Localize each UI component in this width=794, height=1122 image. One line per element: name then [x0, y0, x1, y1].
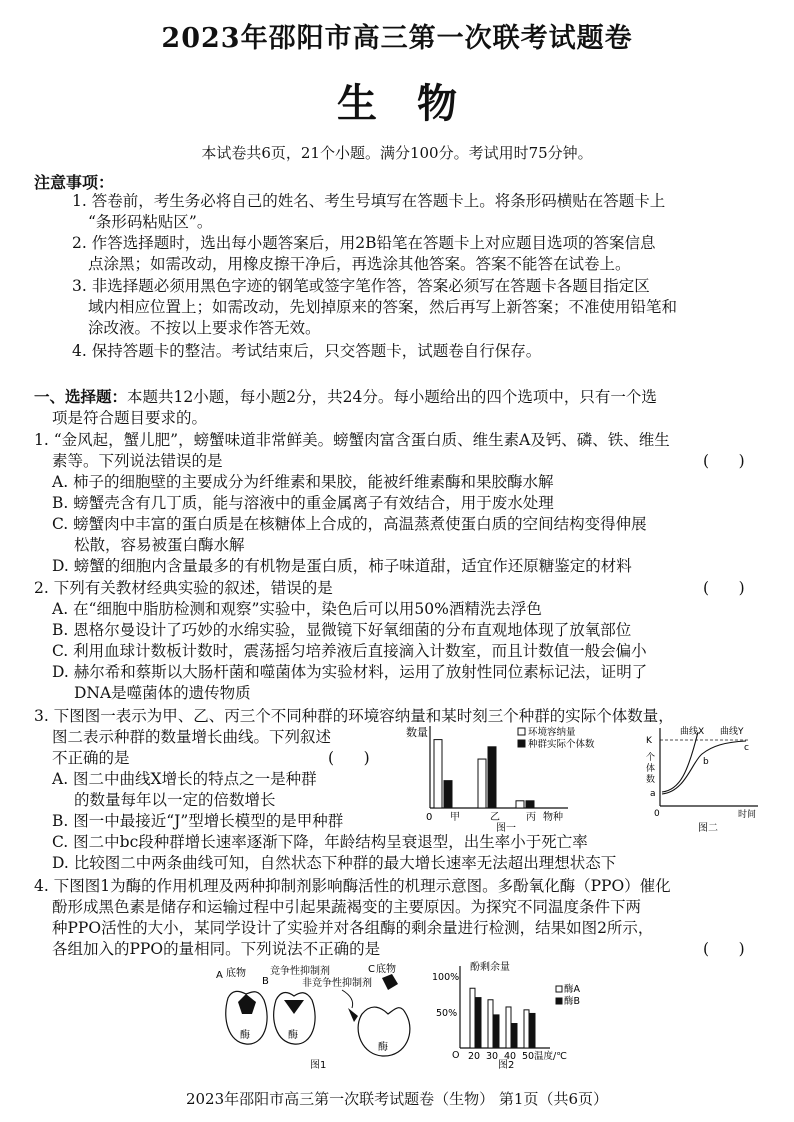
- notice-line: 3. 非选择题必须用黑色字迹的钢笔或签字笔作答，答案必须写在答题卡各题目指定区: [72, 277, 650, 295]
- q4-figure-2: [430, 960, 610, 1072]
- section-heading: 一、选择题：: [34, 388, 128, 406]
- q2-option-d: DNA是噬菌体的遗传物质: [74, 684, 251, 702]
- point-a-label: a: [650, 789, 656, 799]
- origin-label: O: [452, 1050, 460, 1061]
- bar-enzyme-b: [512, 1024, 517, 1048]
- section-desc: 本题共12小题，每小题2分，共24分。每小题给出的四个选项中，只有一个选: [127, 388, 657, 406]
- q1-stem: 1. “金风起，蟹儿肥”，螃蟹味道非常鲜美。螃蟹肉富含蛋白质、维生素A及钙、磷、铁、维生: [34, 431, 670, 449]
- y-axis-label: 体: [646, 764, 656, 774]
- x-tick-label: 30: [486, 1051, 499, 1062]
- arrow: [342, 990, 353, 1008]
- bar-actual: [526, 801, 534, 808]
- answer-paren: ( ): [703, 452, 745, 470]
- bar-enzyme-b: [494, 1015, 499, 1048]
- x-tick-label: 20: [468, 1051, 481, 1062]
- q1-option-b: B. 螃蟹壳含有几丁质，能与溶液中的重金属离子有效结合，用于废水处理: [52, 494, 554, 512]
- noncompetitive-inhibitor-label: 非竞争性抑制剂: [302, 978, 372, 989]
- q3-option-a: A. 图二中曲线X增长的特点之一是种群: [52, 770, 317, 788]
- q2-option-d: D. 赫尔希和蔡斯以大肠杆菌和噬菌体为实验材料，运用了放射性同位素标记法，证明了: [52, 663, 648, 681]
- enzyme-label: 酶: [240, 1030, 250, 1041]
- answer-paren: ( ): [328, 749, 370, 767]
- panel-b-label: B: [262, 976, 269, 987]
- y-axis-label: 数: [646, 775, 656, 785]
- bar-capacity: [434, 740, 442, 808]
- bar-capacity: [478, 759, 486, 808]
- legend-swatch-enzyme-a: [556, 986, 562, 992]
- x-axis-label: 物种: [543, 812, 563, 823]
- bar-group: [434, 740, 534, 808]
- y-axis-label: 酚剩余量: [470, 962, 510, 973]
- tick-label-bing: 丙: [526, 812, 536, 823]
- legend-label-enzyme-b: 酶B: [564, 996, 581, 1007]
- y-tick-50: 50%: [436, 1008, 458, 1019]
- notice-line: “条形码粘贴区”。: [88, 213, 213, 231]
- section-desc-2: 项是符合题目要求的。: [52, 409, 208, 427]
- q4-stem: 种PPO活性的大小，某同学设计了实验并对各组酶的剩余量进行检测，结果如图2所示，: [52, 919, 654, 937]
- tick-label-jia: 甲: [450, 812, 460, 823]
- figure-caption: 图二: [698, 823, 718, 834]
- legend-label-actual: 种群实际个体数: [528, 739, 595, 750]
- legend-swatch-capacity: [518, 728, 525, 735]
- bar-enzyme-a: [470, 988, 475, 1048]
- q2-option-c: C. 利用血球计数板计数时，震荡摇匀培养液后直接滴入计数室，而且计数值一般会偏小: [52, 642, 647, 660]
- y-axis-label: 个: [646, 753, 656, 763]
- q3-option-a: 的数量每年以一定的倍数增长: [74, 791, 276, 809]
- x-axis-label: 时间: [738, 810, 757, 820]
- curve-y-label: 曲线Y: [720, 727, 744, 737]
- q3-stem: 3. 下图图一表示为甲、乙、丙三个不同种群的环境容纳量和某时刻三个种群的实际个体数量，: [34, 707, 674, 725]
- figure-caption: 图1: [310, 1060, 327, 1071]
- q1-option-a: A. 柿子的细胞壁的主要成分为纤维素和果胶，能被纤维素酶和果胶酶水解: [52, 473, 554, 491]
- notice-line: 4. 保持答题卡的整洁。考试结束后，只交答题卡，试题卷自行保存。: [72, 342, 542, 360]
- bar-group: [470, 988, 535, 1048]
- y-tick-100: 100%: [432, 972, 460, 983]
- q3-figure-1: [400, 722, 615, 834]
- bar-enzyme-a: [506, 1007, 511, 1048]
- notice-line: 涂改液。不按以上要求作答无效。: [88, 319, 321, 337]
- q1-option-c: 松散，容易被蛋白酶水解: [74, 536, 245, 554]
- x-tick-label: 50: [522, 1051, 535, 1062]
- bar-capacity: [516, 801, 524, 808]
- point-b-label: b: [703, 757, 709, 767]
- substrate-shape: [382, 974, 398, 990]
- substrate-label: 底物: [376, 964, 396, 975]
- bar-enzyme-b: [530, 1013, 535, 1048]
- q4-stem: 4. 下图图1为酶的作用机理及两种抑制剂影响酶活性的机理示意图。多酚氧化酶（PPO）催化: [34, 877, 671, 895]
- notice-title: 注意事项：: [34, 173, 115, 192]
- q3-option-c: C. 图二中bc段种群增长速率逐渐下降，年龄结构呈衰退型，出生率小于死亡率: [52, 833, 588, 851]
- q3-figure-2: [640, 722, 765, 834]
- q2-option-a: A. 在“细胞中脂肪检测和观察”实验中，染色后可以用50%酒精洗去浮色: [52, 600, 542, 618]
- noncompetitive-inhibitor-shape: [348, 1008, 358, 1022]
- origin-label: 0: [654, 809, 660, 819]
- x-tick-label: 40: [504, 1051, 517, 1062]
- panel-c-label: C: [368, 964, 375, 975]
- legend-swatch-actual: [518, 740, 525, 747]
- curve-x: [662, 732, 698, 792]
- point-c-label: c: [744, 743, 749, 753]
- competitive-inhibitor-label: 竞争性抑制剂: [270, 966, 330, 977]
- q3-option-d: D. 比较图二中两条曲线可知，自然状态下种群的最大增长速率无法超出理想状态下: [52, 854, 617, 872]
- q3-stem: 不正确的是: [52, 749, 130, 767]
- enzyme-label: 酶: [288, 1030, 298, 1041]
- q3-option-b: B. 图一中最接近“J”型增长模型的是甲种群: [52, 812, 344, 830]
- legend-swatch-enzyme-b: [556, 998, 562, 1004]
- q1-option-c: C. 螃蟹肉中丰富的蛋白质是在核糖体上合成的，高温蒸煮使蛋白质的空间结构变得伸展: [52, 515, 647, 533]
- legend-label-capacity: 环境容纳量: [528, 727, 576, 738]
- exam-title: 2023年邵阳市高三第一次联考试题卷: [161, 23, 633, 54]
- bar-enzyme-b: [476, 998, 481, 1048]
- q4-stem: 酚形成黑色素是储存和运输过程中引起果蔬褐变的主要原因。为探究不同温度条件下两: [52, 898, 642, 916]
- q3-stem: 图二表示种群的数量增长曲线。下列叙述: [52, 728, 332, 746]
- notice-line: 域内相应位置上；如需改动，先划掉原来的答案，然后再写上新答案；不准使用铅笔和: [88, 298, 678, 316]
- tick-label-yi: 乙: [490, 812, 500, 823]
- y-axis-label: 数量: [406, 726, 428, 739]
- answer-paren: ( ): [703, 579, 745, 597]
- exam-info: 本试卷共6页，21个小题。满分100分。考试用时75分钟。: [201, 144, 593, 162]
- subject-title: 生物: [337, 80, 497, 127]
- q1-stem: 素等。下列说法错误的是: [52, 452, 223, 470]
- notice-line: 1. 答卷前，考生务必将自己的姓名、考生号填写在答题卡上。将条形码横贴在答题卡上: [72, 192, 666, 210]
- q4-stem: 各组加入的PPO的量相同。下列说法不正确的是: [52, 940, 381, 958]
- notice-line: 2. 作答选择题时，选出每小题答案后，用2B铅笔在答题卡上对应题目选项的答案信息: [72, 234, 656, 252]
- figure-caption: 图2: [498, 1060, 515, 1071]
- curve-x-label: 曲线X: [680, 727, 705, 737]
- q2-stem: 2. 下列有关教材经典实验的叙述，错误的是: [34, 579, 333, 597]
- x-axis-label: 温度/℃: [534, 1051, 567, 1062]
- section-heading-line: [34, 387, 657, 407]
- k-label: K: [646, 736, 652, 746]
- bar-enzyme-a: [524, 1010, 529, 1048]
- bar-actual: [488, 747, 496, 808]
- origin-label: 0: [426, 812, 433, 823]
- q4-figure-1: [212, 960, 424, 1072]
- q1-option-d: D. 螃蟹的细胞内含量最多的有机物是蛋白质，柿子味道甜，适宜作还原糖鉴定的材料: [52, 557, 632, 575]
- figure-caption: 图一: [496, 823, 516, 834]
- answer-paren: ( ): [703, 940, 745, 958]
- page-footer: 2023年邵阳市高三第一次联考试题卷（生物） 第1页（共6页）: [185, 1090, 609, 1108]
- notice-line: 点涂黑；如需改动，用橡皮擦干净后，再选涂其他答案。答案不能答在试卷上。: [88, 255, 631, 273]
- legend-label-enzyme-a: 酶A: [564, 984, 580, 995]
- q2-option-b: B. 恩格尔曼设计了巧妙的水绵实验，显微镜下好氧细菌的分布直观地体现了放氧部位: [52, 621, 632, 639]
- enzyme-label: 酶: [378, 1042, 388, 1053]
- panel-a-label: A: [216, 970, 223, 981]
- bar-actual: [444, 781, 452, 808]
- substrate-label: 底物: [226, 968, 246, 979]
- bar-enzyme-a: [488, 1000, 493, 1048]
